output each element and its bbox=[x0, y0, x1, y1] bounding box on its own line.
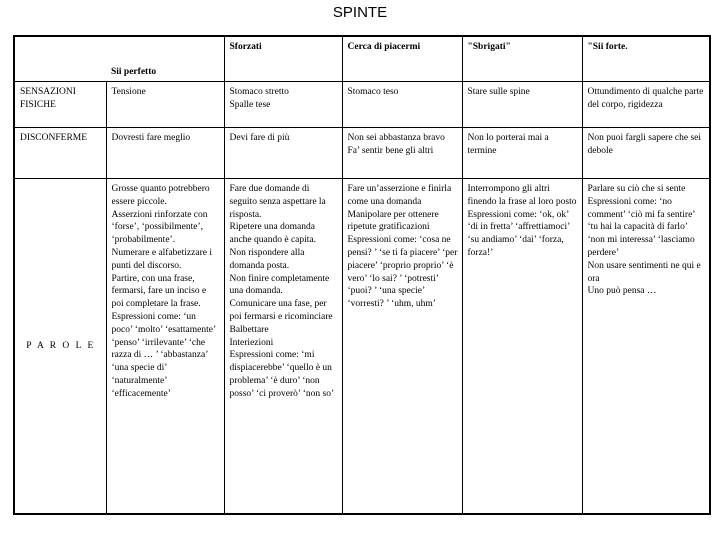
table-row bbox=[14, 82, 710, 128]
table-cell: Grosse quanto potrebbero essere piccole. Asserzioni rinforzate con ‘forse’, ‘possibilmente’, ‘probabilmente’. Numerare e alfabetizzare i punti del discorso. Partire, con una frase, fermarsi, fare un inciso e poi completare la frase. Espressioni come: ‘un poco’ ‘molto’ ‘esattamente’ ‘penso’ ‘irrilevante’ ‘che razza di … ’ ‘abbastanza’ ‘una specie di’ ‘naturalmente’ ‘efficacemente’ bbox=[106, 179, 224, 515]
header-cell-empty bbox=[14, 36, 106, 82]
table-cell: Stomaco teso bbox=[342, 82, 462, 128]
table-cell: Ottundimento di qualche parte del corpo, rigidezza bbox=[582, 82, 710, 128]
row-label-disconferme: DISCONFERME bbox=[14, 128, 106, 179]
drivers-table bbox=[13, 35, 711, 515]
table-cell: Stare sulle spine bbox=[462, 82, 582, 128]
table-cell: Stomaco stretto Spalle tese bbox=[224, 82, 342, 128]
header-cell-sforzati: Sforzati bbox=[224, 36, 342, 82]
header-row bbox=[14, 36, 710, 82]
table-cell: Interrompono gli altri finendo la frase al loro posto Espressioni come: ‘ok, ok’ ‘di in fretta’ ‘affrettiamoci’ ‘su andiamo’ ‘dai’ ‘forza, forza!’ bbox=[462, 179, 582, 515]
table-row bbox=[14, 179, 710, 515]
table-cell: Tensione bbox=[106, 82, 224, 128]
header-cell-sbrigati: "Sbrigati" bbox=[462, 36, 582, 82]
table-row bbox=[14, 128, 710, 179]
table-cell: Devi fare di più bbox=[224, 128, 342, 179]
header-cell-sii-forte: "Sii forte. bbox=[582, 36, 710, 82]
header-cell-cerca-di-piacermi: Cerca di piacermi bbox=[342, 36, 462, 82]
header-cell-sii-perfetto: Sii perfetto bbox=[106, 36, 224, 82]
table-cell: Dovresti fare meglio bbox=[106, 128, 224, 179]
table-cell: Non puoi fargli sapere che sei debole bbox=[582, 128, 710, 179]
row-label-parole: P A R O L E bbox=[14, 179, 106, 515]
table-cell: Non sei abbastanza bravo Fa’ sentir bene gli altri bbox=[342, 128, 462, 179]
slide-title: SPINTE bbox=[332, 4, 388, 21]
row-label-sensazioni-fisiche: SENSAZIONI FISICHE bbox=[14, 82, 106, 128]
table-cell: Non lo porterai mai a termine bbox=[462, 128, 582, 179]
table-cell: Fare un’asserzione e finirla come una domanda Manipolare per ottenere ripetute gratificazioni Espressioni come: ‘cosa ne pensi? ’ ‘se ti fa piacere’ ‘per piacere’ ‘proprio proprio’ ‘è vero’ ‘lo sai? ’ ‘potresti’ ‘puoi? ’ ‘una specie’ ‘vorresti? ’ ‘uhm, uhm’ bbox=[342, 179, 462, 515]
table-cell: Fare due domande di seguito senza aspettare la risposta. Ripetere una domanda anche quando è capita. Non rispondere alla domanda posta. Non finire completamente una domanda. Comunicare una fase, per poi fermarsi e ricominciare Balbettare Interiezioni Espressioni come: ‘mi dispiacerebbe’ ‘quello è un problema’ ‘è duro’ ‘non posso’ ‘ci proverò’ ‘non so’ bbox=[224, 179, 342, 515]
table-cell: Parlare su ciò che si sente Espressioni come: ‘no comment’ ‘ciò mi fa sentire’ ‘tu hai la capacità di farlo’ ‘non mi interessa’ ‘lasciamo perdere’ Non usare sentimenti ne qui e ora Uno può pensa … bbox=[582, 179, 710, 515]
